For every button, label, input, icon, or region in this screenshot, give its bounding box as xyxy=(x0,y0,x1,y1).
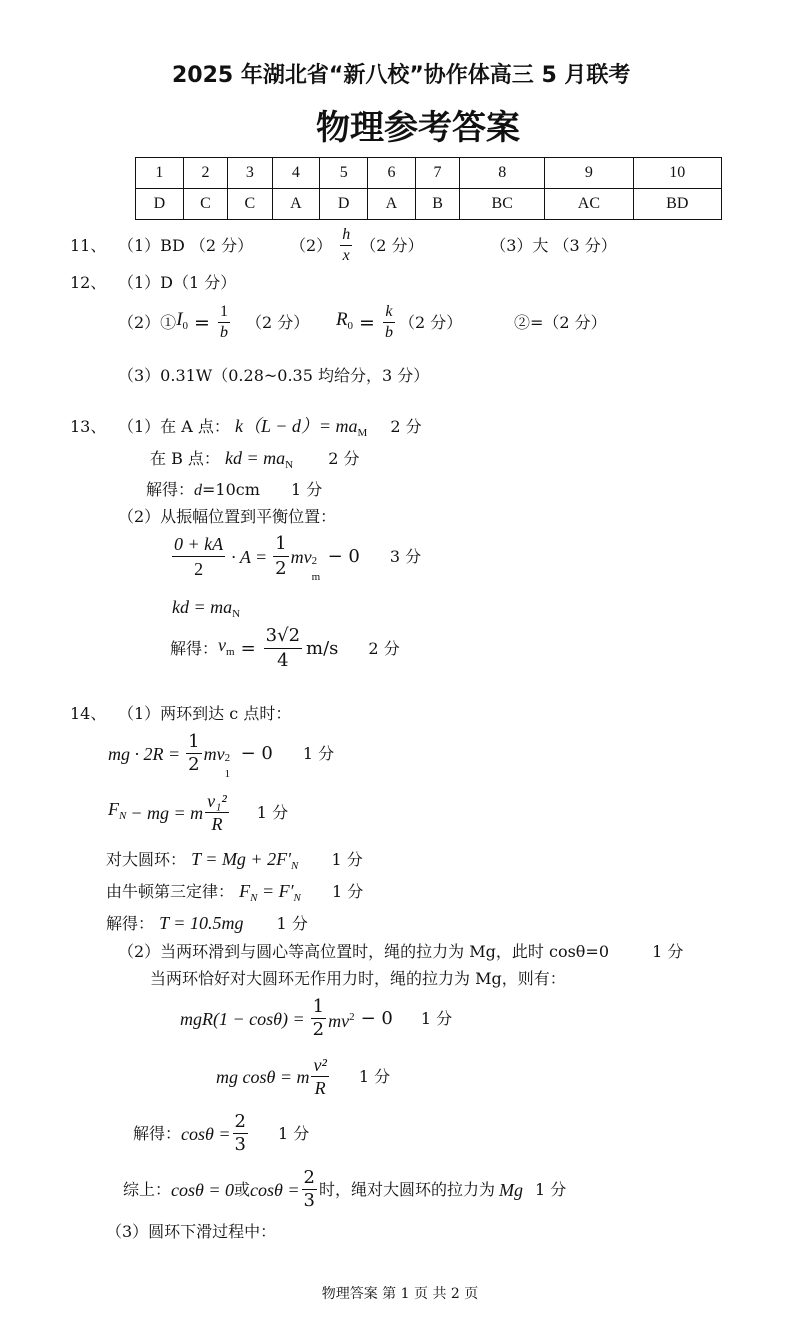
q12-eq1: = xyxy=(194,311,210,334)
q14-e4-f: F xyxy=(239,881,251,901)
q13-label: 13、 xyxy=(70,417,107,436)
answer-table-answer-row xyxy=(136,189,722,220)
q14-e1-tail: − 0 xyxy=(240,742,273,764)
q12-line3: （3）0.31W（0.28~0.35 均给分，3 分） xyxy=(118,366,430,385)
q14-part2b: 当两环恰好对大圆环无作用力时，绳的拉力为 Mg，则有： xyxy=(150,969,566,988)
q14-half-fraction xyxy=(186,731,201,776)
q14-e5-score: 1 分 xyxy=(276,914,308,933)
q12-i0-num: 1 xyxy=(218,302,230,323)
answer-cell: B xyxy=(415,189,459,220)
q12-r0-den: b xyxy=(384,324,393,341)
q14-e2-fraction xyxy=(205,790,229,835)
q11-line xyxy=(70,225,617,266)
q14-f2-left: mg cosθ = m xyxy=(216,1066,310,1087)
question-number: 9 xyxy=(545,158,633,189)
q14-f1-sup: 2 xyxy=(349,1010,355,1023)
q13-half-den: 2 xyxy=(275,558,287,579)
q11-label: 11、 xyxy=(70,235,107,255)
q14-e5 xyxy=(106,913,308,934)
q13-b-eq xyxy=(225,448,294,471)
q14-e2-sub: N xyxy=(119,810,127,822)
question-number: 1 xyxy=(136,158,184,189)
q12-i0 xyxy=(176,310,188,336)
q14-e2-den: R xyxy=(211,814,223,834)
q14-e4 xyxy=(106,881,363,908)
q14-e3-sub: N xyxy=(291,860,299,872)
exam-title: 2025 年湖北省“新八校”协作体高三 5 月联考 xyxy=(172,63,631,88)
q13-vm-prefix: 解得： xyxy=(170,638,219,658)
q13-b-sub: N xyxy=(285,459,294,471)
q14-e4-score: 1 分 xyxy=(331,882,364,901)
q14-e4-sub-a: N xyxy=(250,892,258,904)
q12-r0-var: R xyxy=(335,308,348,330)
q14-f1-mv xyxy=(328,1007,355,1031)
question-number: 3 xyxy=(228,158,272,189)
q14-e2-num: v₁² xyxy=(207,791,227,811)
q14-f1-half-den: 2 xyxy=(312,1019,325,1040)
q12-i0-sub: 0 xyxy=(182,319,189,332)
answer-cell: AC xyxy=(545,189,633,220)
question-number: 5 xyxy=(320,158,368,189)
q12-part2-prefix: （2）① xyxy=(118,312,177,332)
q14-e1-left: mg · 2R = xyxy=(108,743,181,764)
q13-line1 xyxy=(70,416,422,443)
q14-sum-a: cosθ = 0 xyxy=(171,1179,234,1200)
q12-r0-sub: 0 xyxy=(347,319,354,332)
q13-vm-den: 4 xyxy=(277,650,289,671)
q14-sum-tail: 时，绳对大圆环的拉力为 xyxy=(318,1179,495,1199)
q13-e2 xyxy=(172,597,240,624)
q14-e3-eq-text: T = Mg + 2F′ xyxy=(191,849,292,869)
q14-sum-fraction xyxy=(302,1167,317,1212)
q13-a-sub: M xyxy=(357,427,368,439)
q14-e1-score: 1 分 xyxy=(302,743,335,763)
q14-e2-mid: − mg = m xyxy=(130,802,204,823)
q14-f2 xyxy=(216,1054,390,1099)
q14-sum-score: 1 分 xyxy=(534,1179,567,1199)
q14-e1-mv-text: mv xyxy=(203,743,225,764)
q13-solve-var: d xyxy=(194,482,203,499)
q11-part2-score: （2 分） xyxy=(360,235,424,255)
answer-cell: C xyxy=(228,189,272,220)
q14-f2-score: 1 分 xyxy=(358,1066,391,1086)
q12-line2 xyxy=(118,302,607,343)
q13-half-num: 1 xyxy=(273,532,288,557)
q14-sum-mg: Mg xyxy=(498,1179,523,1200)
q13-e1-tail: − 0 xyxy=(327,545,360,567)
q11-part2-prefix: （2） xyxy=(290,235,333,255)
q11-frac-den: x xyxy=(342,247,350,264)
q13-e1-fraction xyxy=(172,532,225,581)
q14-e3-score: 1 分 xyxy=(331,850,363,869)
q13-e1-mv xyxy=(290,546,321,583)
doc-title: 物理参考答案 xyxy=(316,108,520,148)
q14-f3-den: 3 xyxy=(234,1134,246,1155)
q13-e1-vsub: m xyxy=(311,570,321,583)
q12-i0-fraction xyxy=(218,302,230,343)
q14-e1-sub: 1 xyxy=(224,767,231,780)
q14-e2-score: 1 分 xyxy=(256,802,289,822)
q12-part2b: ②=（2 分） xyxy=(513,312,607,332)
q13-half-fraction xyxy=(273,532,288,581)
q14-f1-left: mgR(1 − cosθ) = xyxy=(180,1008,305,1029)
q14-half-num: 1 xyxy=(188,731,200,752)
q14-e5-eq: T = 10.5mg xyxy=(159,913,244,933)
q12-i0-var: I xyxy=(176,308,183,330)
question-number: 8 xyxy=(460,158,545,189)
q12-score-b: （2 分） xyxy=(398,312,463,332)
q12-part1: （1）D（1 分） xyxy=(118,273,237,292)
q13-e1-mv-text: mv xyxy=(290,546,312,567)
q13-e1-score: 3 分 xyxy=(389,546,422,566)
q13-vm-line xyxy=(170,624,400,673)
q13-b-eq-text: kd = ma xyxy=(225,448,286,468)
answer-cell: A xyxy=(368,189,416,220)
q13-line3 xyxy=(146,480,322,501)
q13-a-score: 2 分 xyxy=(390,417,422,436)
q13-solve-val: =10cm xyxy=(202,480,260,499)
q14-f2-fraction xyxy=(311,1054,328,1099)
question-number: 2 xyxy=(183,158,227,189)
q13-e2-text: kd = ma xyxy=(172,597,233,617)
q13-vm-eq: = xyxy=(240,637,256,659)
q14-e4-prefix: 由牛顿第三定律： xyxy=(106,882,235,901)
q14-f1-half-num: 1 xyxy=(312,996,325,1017)
question-number: 10 xyxy=(633,158,721,189)
q14-sum-b: cosθ = xyxy=(250,1179,300,1200)
q11-frac-num: h xyxy=(340,225,352,246)
q14-e3-eq xyxy=(191,849,299,872)
q14-sum-den: 3 xyxy=(303,1190,315,1211)
q14-part2a xyxy=(118,942,683,962)
q11-part1: （1）BD （2 分） xyxy=(118,235,254,255)
answer-cell: D xyxy=(320,189,368,220)
q13-vm xyxy=(218,635,235,662)
q12-r0-num: k xyxy=(383,302,395,323)
q14-f3-left: cosθ = xyxy=(181,1123,231,1144)
q13-vm-fraction xyxy=(264,624,302,673)
q13-a-prefix: （1）在 A 点： xyxy=(118,417,230,436)
question-number: 7 xyxy=(415,158,459,189)
q14-e1-mv xyxy=(203,743,233,780)
q13-energy-eq xyxy=(170,532,421,581)
q14-f1-score: 1 分 xyxy=(420,1008,453,1028)
q14-f3-score: 1 分 xyxy=(277,1123,310,1143)
q11-fraction xyxy=(340,225,352,266)
question-number: 6 xyxy=(368,158,416,189)
q13-e1-num: 0 + kA xyxy=(172,532,225,557)
q14-e1 xyxy=(108,731,335,780)
q14-f1 xyxy=(180,996,452,1041)
q13-vm-unit: m/s xyxy=(306,637,339,659)
q12-r0 xyxy=(336,310,353,336)
q14-e5-prefix: 解得： xyxy=(106,914,155,933)
q13-e1-vsup: 2 xyxy=(311,554,318,567)
q14-e2-fn xyxy=(108,799,126,826)
q13-vm-score: 2 分 xyxy=(368,638,400,658)
answer-cell: BC xyxy=(460,189,545,220)
q13-e1-den: 2 xyxy=(194,559,204,579)
q12-eq2: = xyxy=(359,311,375,334)
q14-e3 xyxy=(106,849,363,876)
q12-label: 12、 xyxy=(70,273,107,292)
q14-f1-mv-text: mv xyxy=(328,1010,350,1031)
q14-e1-sup: 2 xyxy=(224,751,231,764)
q13-a-eq xyxy=(235,416,368,439)
q12-r0-fraction xyxy=(383,302,395,343)
q14-f2-den: R xyxy=(314,1078,326,1098)
q13-e1-mid: · A = xyxy=(231,546,268,567)
q13-part2: （2）从振幅位置到平衡位置： xyxy=(118,507,337,526)
q14-f3 xyxy=(133,1111,309,1156)
q14-sum-num: 2 xyxy=(303,1167,315,1188)
q12-i0-den: b xyxy=(219,324,228,341)
q12-line1 xyxy=(70,273,236,293)
q14-part2a-score: 1 分 xyxy=(652,942,684,961)
q12-score-a: （2 分） xyxy=(245,312,310,332)
q14-line1 xyxy=(70,704,291,724)
answer-cell: BD xyxy=(633,189,721,220)
q14-f3-prefix: 解得： xyxy=(133,1123,182,1143)
q14-part3: （3）圆环下滑过程中： xyxy=(106,1222,277,1241)
q14-summary xyxy=(123,1167,566,1212)
q14-e4-eq-text: = F′ xyxy=(261,881,294,901)
q13-e2-sub: N xyxy=(232,608,241,620)
q11-part3: （3）大 （3 分） xyxy=(490,235,617,255)
q14-f3-fraction xyxy=(233,1111,248,1156)
q13-b-prefix: 在 B 点： xyxy=(150,449,220,468)
question-number: 4 xyxy=(272,158,320,189)
answer-table-number-row xyxy=(136,158,722,189)
answer-cell: D xyxy=(136,189,184,220)
q13-vm-var: v xyxy=(218,635,227,655)
q14-sum-or: 或 xyxy=(234,1179,251,1199)
answer-cell: A xyxy=(272,189,320,220)
q14-label: 14、 xyxy=(70,704,107,723)
q14-e3-prefix: 对大圆环： xyxy=(106,850,187,869)
q14-f1-tail: − 0 xyxy=(360,1007,393,1029)
q14-f3-num: 2 xyxy=(234,1111,246,1132)
q14-e4-eq xyxy=(239,881,301,904)
q14-e2 xyxy=(108,790,288,835)
q13-a-eq-text: k（L − d）= ma xyxy=(235,416,358,436)
q13-solve-prefix: 解得： xyxy=(146,480,195,499)
answer-cell: C xyxy=(183,189,227,220)
q14-half-den: 2 xyxy=(188,754,200,775)
q14-part2a-text: （2）当两环滑到与圆心等高位置时，绳的拉力为 Mg，此时 cosθ=0 xyxy=(118,942,610,961)
q13-vm-sub: m xyxy=(226,646,235,658)
q14-part1: （1）两环到达 c 点时： xyxy=(118,704,292,723)
page-footer: 物理答案 第 1 页 共 2 页 xyxy=(321,1286,479,1302)
q13-b-score: 2 分 xyxy=(328,449,360,468)
q14-sum-prefix: 综上： xyxy=(123,1179,172,1199)
q14-e4-sub-b: N xyxy=(293,892,301,904)
q14-f2-num: v² xyxy=(313,1055,327,1075)
q13-line2 xyxy=(150,448,360,475)
q13-vm-num: 3√2 xyxy=(264,624,302,649)
q14-f1-half xyxy=(311,996,326,1041)
q13-solve-score: 1 分 xyxy=(291,480,323,499)
answer-table xyxy=(135,157,722,220)
q14-e2-f: F xyxy=(108,799,119,819)
